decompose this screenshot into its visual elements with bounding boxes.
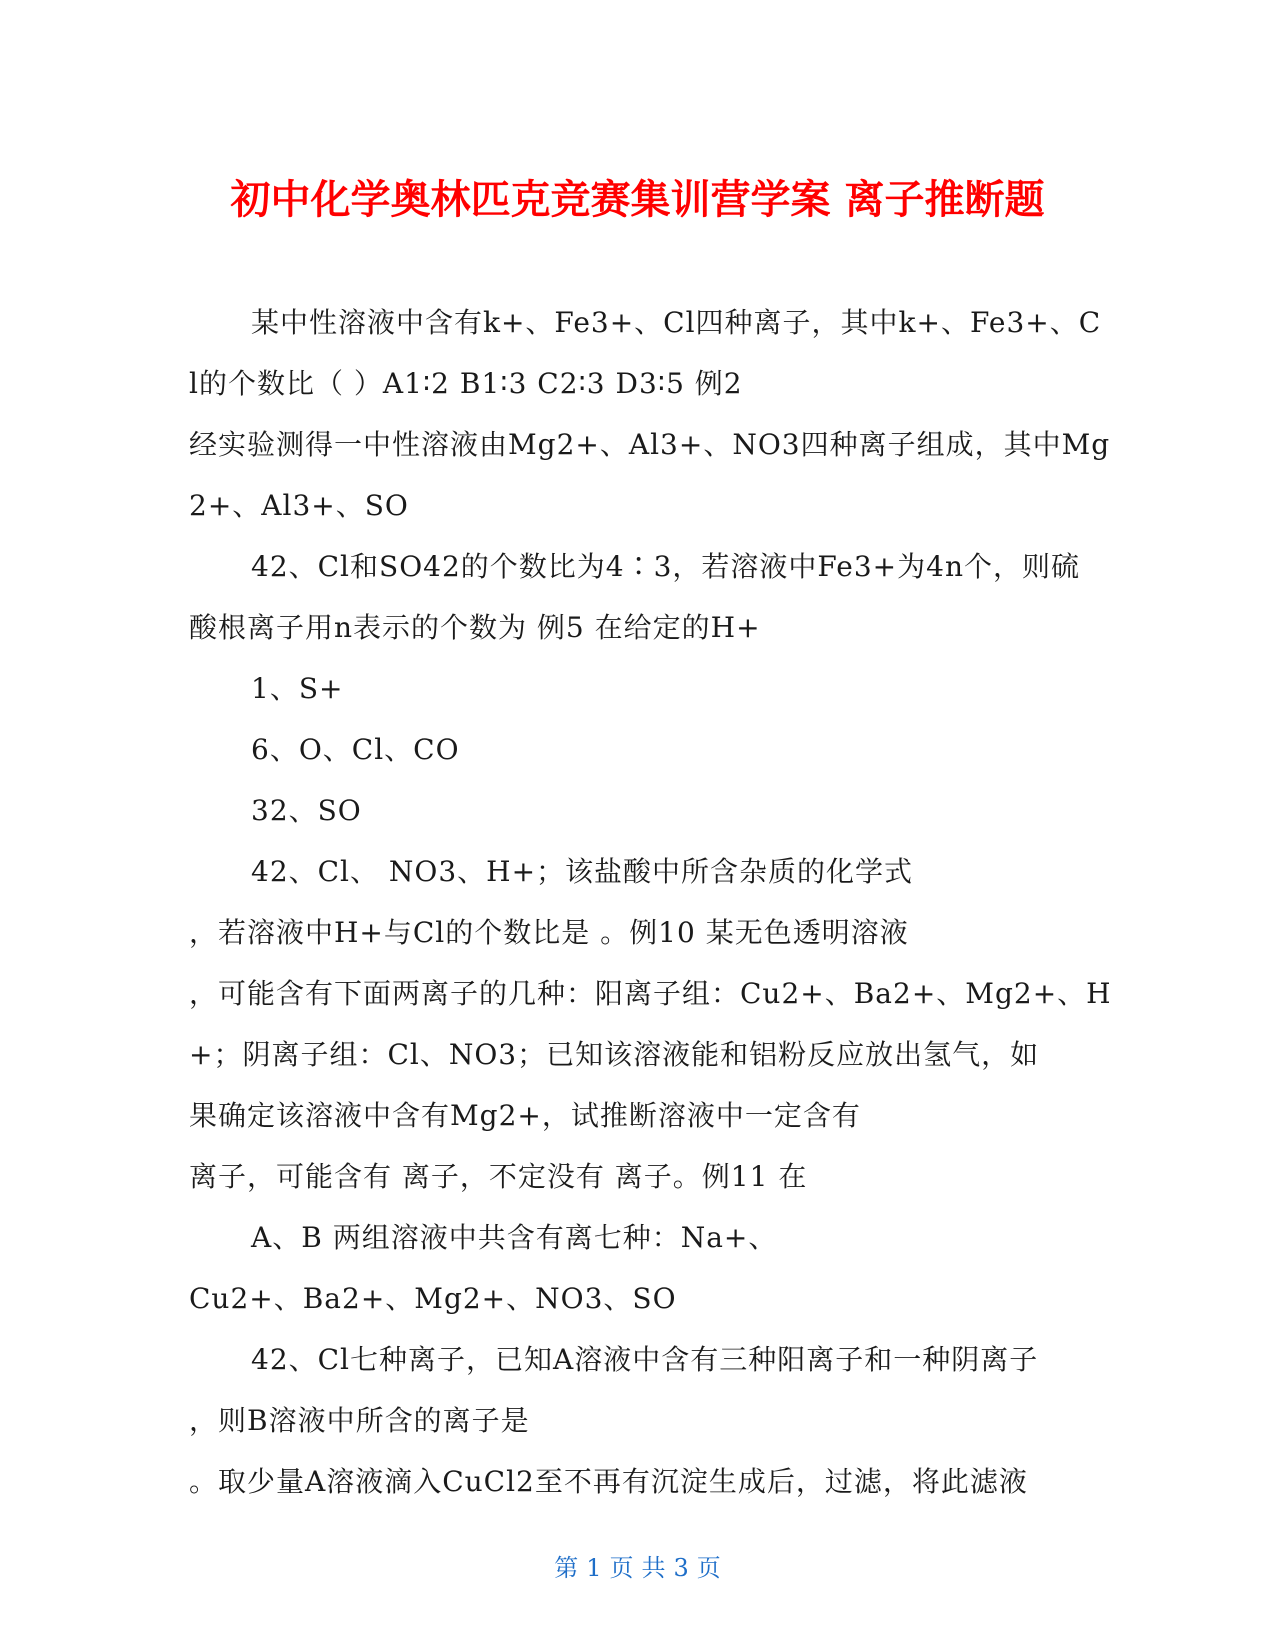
text-line: 经实验测得一中性溶液由Mg2+、Al3+、NO3四种离子组成，其中Mg bbox=[189, 428, 1111, 461]
footer-label-unit-2: 页 bbox=[696, 1554, 721, 1582]
text-line: 果确定该溶液中含有Mg2+，试推断溶液中一定含有 bbox=[189, 1099, 861, 1132]
text-line: 42、Cl、 NO3、H+；该盐酸中所含杂质的化学式 bbox=[251, 855, 914, 888]
text-line: 1、S+ bbox=[251, 672, 344, 705]
footer-current-page: 1 bbox=[586, 1554, 602, 1582]
footer-label-total: 共 bbox=[641, 1554, 666, 1582]
text-line: 42、Cl和SO42的个数比为4∶3，若溶液中Fe3+为4n个，则硫 bbox=[251, 550, 1080, 583]
document-body bbox=[189, 292, 1112, 1512]
text-line: 32、SO bbox=[251, 794, 362, 827]
text-line: 2+、Al3+、SO bbox=[189, 489, 409, 522]
document-title: 初中化学奥林匹克竞赛集训营学案 离子推断题 bbox=[230, 177, 1045, 223]
footer-label-page: 第 bbox=[554, 1554, 579, 1582]
text-line: 离子，可能含有 离子，不定没有 离子。例11 在 bbox=[189, 1160, 808, 1193]
text-line: 某中性溶液中含有k+、Fe3+、Cl四种离子，其中k+、Fe3+、C bbox=[251, 306, 1102, 339]
text-line: 6、O、Cl、CO bbox=[251, 733, 460, 766]
text-line: A、B 两组溶液中共含有离七种：Na+、 bbox=[251, 1221, 778, 1254]
text-line: Cu2+、Ba2+、Mg2+、NO3、SO bbox=[189, 1282, 677, 1315]
footer-label-unit: 页 bbox=[609, 1554, 634, 1582]
text-line: 酸根离子用n表示的个数为 例5 在给定的H+ bbox=[189, 611, 761, 644]
text-line: 。取少量A溶液滴入CuCl2至不再有沉淀生成后，过滤，将此滤液 bbox=[189, 1465, 1028, 1498]
text-line: l的个数比（ ）A1∶2 B1∶3 C2∶3 D3∶5 例2 bbox=[189, 367, 743, 400]
page-footer bbox=[0, 1548, 1275, 1583]
text-line: ，可能含有下面两离子的几种：阳离子组：Cu2+、Ba2+、Mg2+、H bbox=[189, 977, 1112, 1010]
text-line: +；阴离子组：Cl、NO3；已知该溶液能和铝粉反应放出氢气，如 bbox=[189, 1038, 1040, 1071]
text-line: ，则B溶液中所含的离子是 bbox=[189, 1404, 530, 1437]
text-line: ，若溶液中H+与Cl的个数比是 。例10 某无色透明溶液 bbox=[189, 916, 909, 949]
footer-total-pages: 3 bbox=[673, 1554, 689, 1582]
text-line: 42、Cl七种离子，已知A溶液中含有三种阳离子和一种阴离子 bbox=[251, 1343, 1039, 1376]
